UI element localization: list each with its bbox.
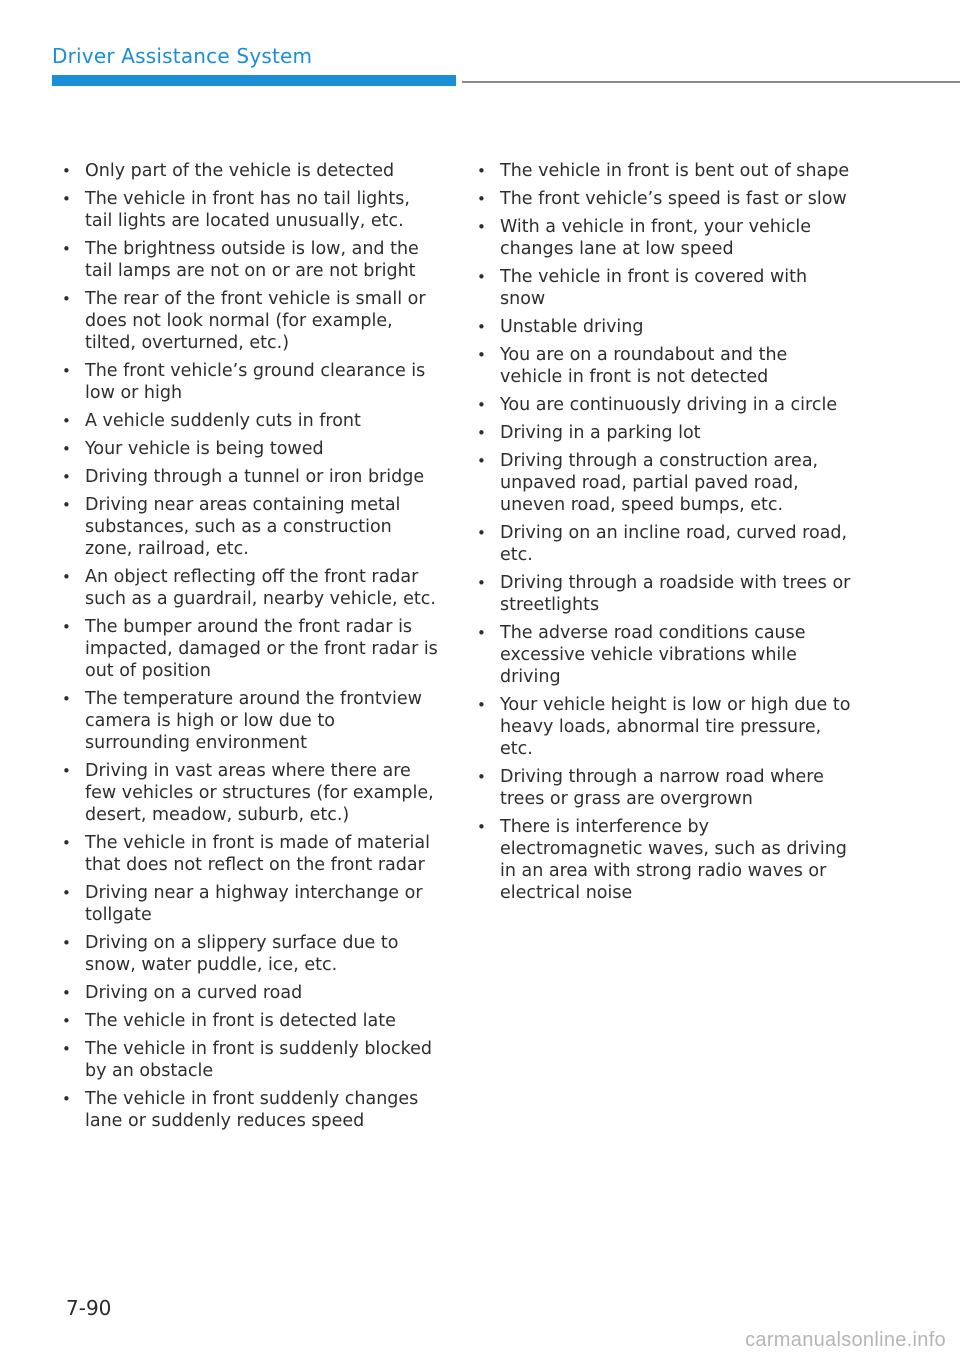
list-item: • The vehicle in front is covered with snow <box>477 266 855 310</box>
list-item: • The adverse road conditions cause excessive vehicle vibrations while driving <box>477 622 855 688</box>
list-item: • With a vehicle in front, your vehicle changes lane at low speed <box>477 216 855 260</box>
bullet-list-left <box>62 160 440 1138</box>
list-item: • The vehicle in front is made of material that does not reflect on the front radar <box>62 832 440 876</box>
header-rule-thin <box>462 81 960 83</box>
header-rule-accent <box>52 75 456 86</box>
list-item: • Driving on a curved road <box>62 982 440 1004</box>
list-item: • Your vehicle is being towed <box>62 438 440 460</box>
list-item: • Driving near areas containing metal substances, such as a construction zone, railroad, etc. <box>62 494 440 560</box>
list-item: • The rear of the front vehicle is small or does not look normal (for example, tilted, overturned, etc.) <box>62 288 440 354</box>
list-item: • There is interference by electromagnetic waves, such as driving in an area with strong radio waves or electrical noise <box>477 816 855 904</box>
list-item: • Driving on a slippery surface due to snow, water puddle, ice, etc. <box>62 932 440 976</box>
list-item: • The temperature around the frontview camera is high or low due to surrounding environment <box>62 688 440 754</box>
bullet-list-right <box>477 160 855 910</box>
section-title: Driver Assistance System <box>52 44 313 68</box>
list-item: • Driving near a highway interchange or tollgate <box>62 882 440 926</box>
list-item: • The vehicle in front is suddenly blocked by an obstacle <box>62 1038 440 1082</box>
list-item: • A vehicle suddenly cuts in front <box>62 410 440 432</box>
watermark: carmanualsonline.info <box>745 1329 946 1351</box>
list-item: • Driving in a parking lot <box>477 422 855 444</box>
list-item: • Unstable driving <box>477 316 855 338</box>
list-item: • Your vehicle height is low or high due to heavy loads, abnormal tire pressure, etc. <box>477 694 855 760</box>
list-item: • The front vehicle’s speed is fast or slow <box>477 188 855 210</box>
list-item: • The vehicle in front is detected late <box>62 1010 440 1032</box>
list-item: • The front vehicle’s ground clearance is low or high <box>62 360 440 404</box>
list-item: • Driving through a narrow road where trees or grass are overgrown <box>477 766 855 810</box>
list-item: • The vehicle in front has no tail lights, tail lights are located unusually, etc. <box>62 188 440 232</box>
list-item: • The vehicle in front suddenly changes lane or suddenly reduces speed <box>62 1088 440 1132</box>
list-item: • Driving on an incline road, curved road, etc. <box>477 522 855 566</box>
list-item: • Driving in vast areas where there are few vehicles or structures (for example, desert, meadow, suburb, etc.) <box>62 760 440 826</box>
list-item: • The brightness outside is low, and the tail lamps are not on or are not bright <box>62 238 440 282</box>
list-item: • An object reflecting off the front radar such as a guardrail, nearby vehicle, etc. <box>62 566 440 610</box>
list-item: • Only part of the vehicle is detected <box>62 160 440 182</box>
list-item: • The vehicle in front is bent out of shape <box>477 160 855 182</box>
list-item: • The bumper around the front radar is impacted, damaged or the front radar is out of position <box>62 616 440 682</box>
list-item: • Driving through a roadside with trees or streetlights <box>477 572 855 616</box>
list-item: • Driving through a construction area, unpaved road, partial paved road, uneven road, speed bumps, etc. <box>477 450 855 516</box>
list-item: • You are on a roundabout and the vehicle in front is not detected <box>477 344 855 388</box>
page-number: 7-90 <box>66 1296 112 1320</box>
list-item: • You are continuously driving in a circle <box>477 394 855 416</box>
list-item: • Driving through a tunnel or iron bridge <box>62 466 440 488</box>
